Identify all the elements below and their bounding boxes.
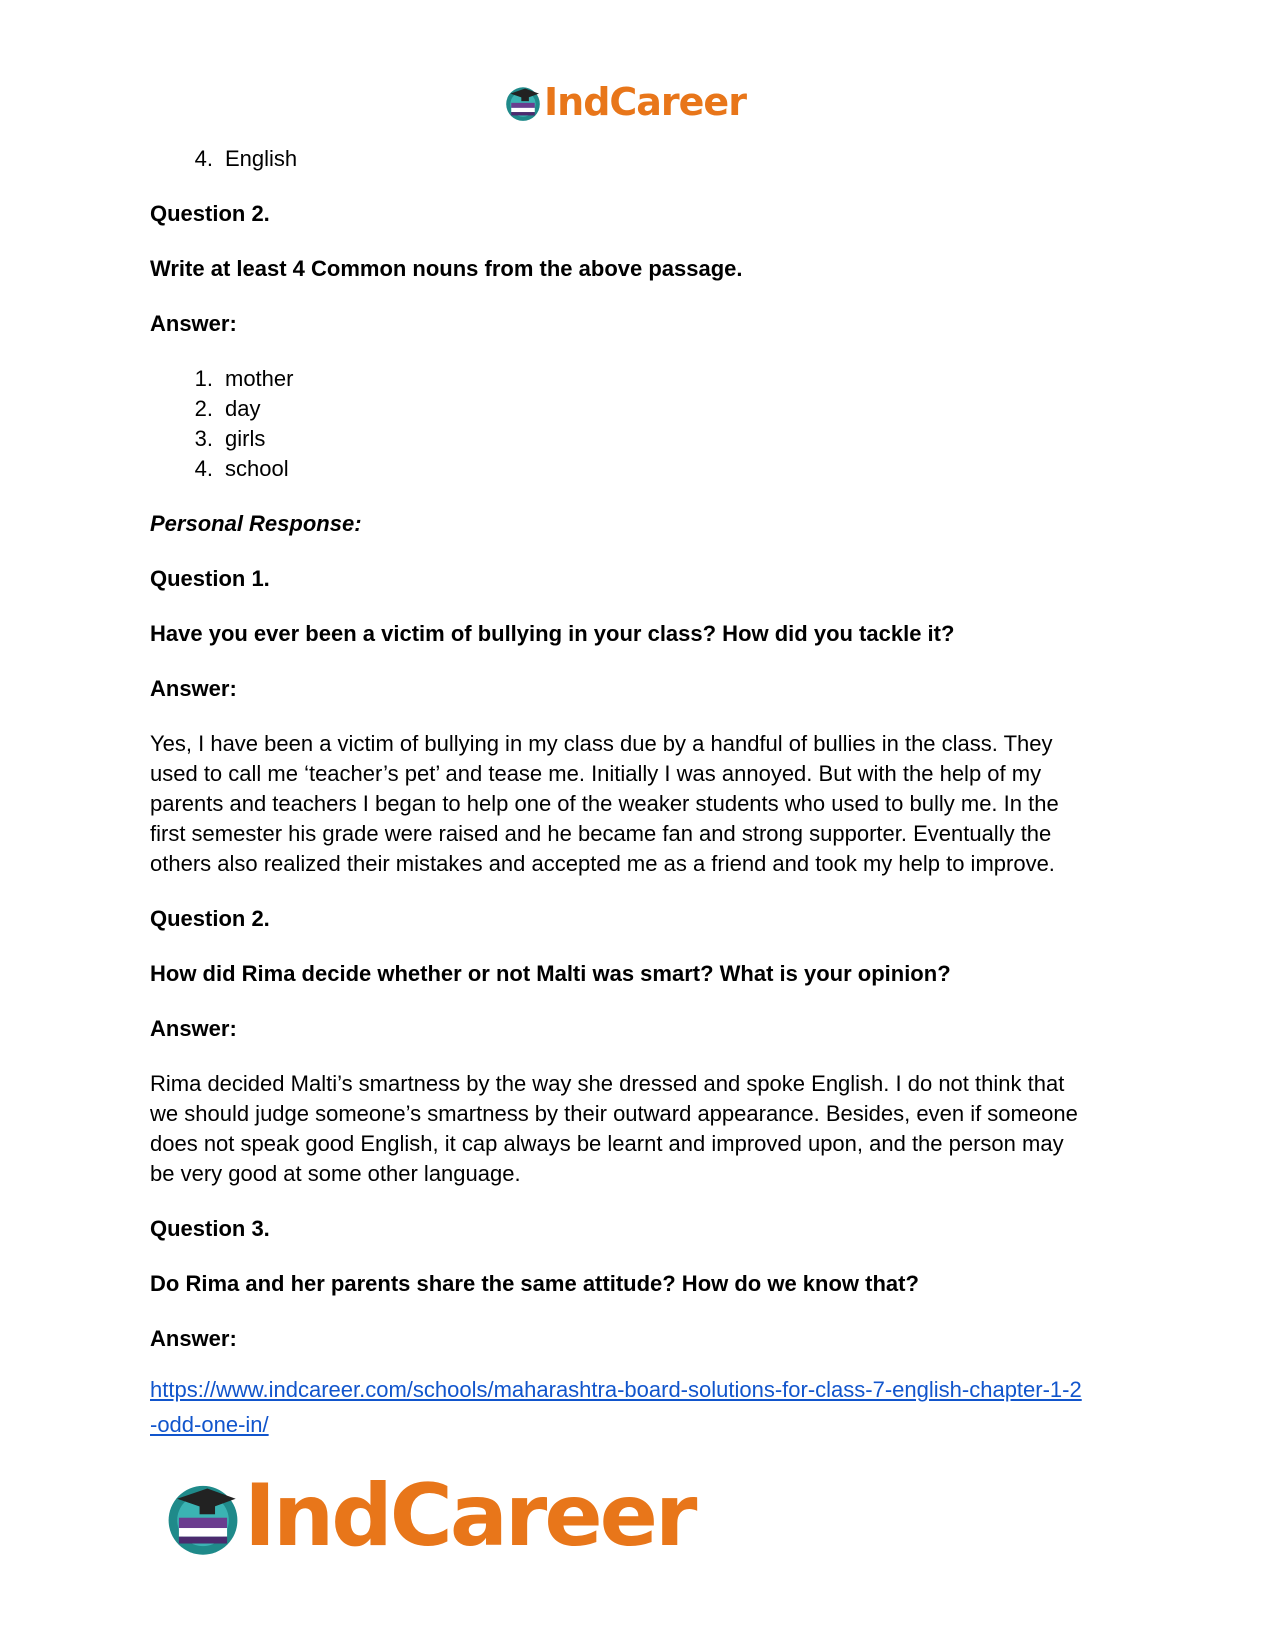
header-logo [502,80,746,124]
question-text: How did Rima decide whether or not Malti was smart? What is your opinion? [150,961,951,986]
footer-logo [160,1466,694,1566]
answer-paragraph: Yes, I have been a victim of bullying in my class due by a handful of bullies in the class. They used to call me ‘teacher’s pet’ and tease me. Initially I was annoyed. But with the help of my parents and teachers I began to help one of the weaker students who used to bully me. In the first semester his grade were raised and he became fan and strong supporter. Eventually the others also realized their mistakes and accepted me as a friend and took my help to improve. [150,731,1059,876]
answer-paragraph: Rima decided Malti’s smartness by the way she dressed and spoke English. I do not think that we should judge someone’s smartness by their outward appearance. Besides, even if someone does not speak good English, it cap always be learnt and improved upon, and the person may be very good at some other language. [150,1071,1078,1186]
question-heading: Question 2. [150,201,270,226]
question-heading: Question 1. [150,566,270,591]
list-item: 1. mother [194,366,294,391]
question-text: Have you ever been a victim of bullying in your class? How did you tackle it? [150,621,955,646]
question-heading: Question 3. [150,1216,270,1241]
list-item: 2. day [194,396,261,421]
graduation-book-globe-icon [502,81,544,123]
answer-label: Answer: [150,676,237,701]
section-title: Personal Response: [150,511,362,536]
graduation-book-globe-icon [160,1473,246,1559]
list-item: 3. girls [194,426,266,451]
answer-list [150,364,1130,484]
footer-logo-text: IndCareer [244,1466,695,1566]
list-item: 4. school [194,456,289,481]
question-text: Write at least 4 Common nouns from the above passage. [150,256,743,281]
document-body [150,144,1130,1442]
source-link[interactable]: https://www.indcareer.com/schools/maharashtra-board-solutions-for-class-7-english-chapter-1-2 -odd-one-in/ [150,1377,1082,1437]
question-heading: Question 2. [150,906,270,931]
answer-label: Answer: [150,311,237,336]
question-text: Do Rima and her parents share the same attitude? How do we know that? [150,1271,919,1296]
answer-label: Answer: [150,1016,237,1041]
header-logo-text: IndCareer [544,80,746,124]
answer-list-continued [150,144,1130,174]
answer-label: Answer: [150,1326,237,1351]
list-item: 4. English [194,146,298,171]
